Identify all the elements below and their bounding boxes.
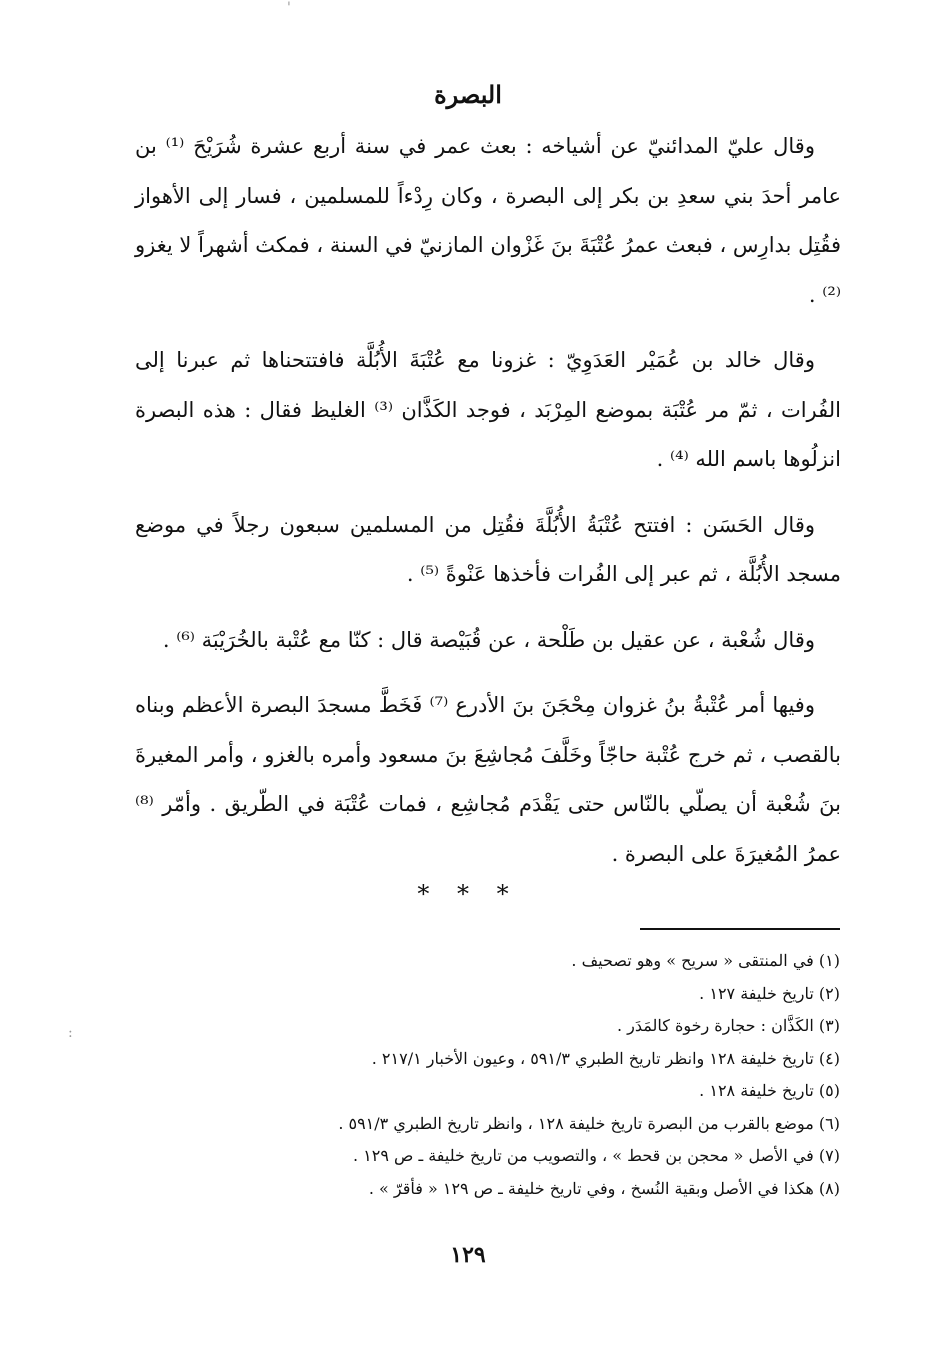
paragraph-3: وقال الحَسَن : افتتح عُتْبَةُ الأُبُلَّةَ فقُتِل من المسلمين سبعون رجلاً في موضع مسجد الأُبُلَّة ، ثم عبر إلى الفُرات فأخذها عَنْوةً ⁽⁵⁾ . xyxy=(135,512,841,586)
footnotes xyxy=(240,945,840,1205)
paragraph-5: وفيها أمر عُتْبةُ بنُ غزوان مِحْجَنَ بنَ الأدرع ⁽⁷⁾ فَخَطَّ مسجدَ البصرة الأعظم وبناه بالقصب ، ثم خرج عُتْبة حاجّاً وخَلَّفَ مُجاشِعَ بنَ مسعود وأمره بالغزو ، وأمر المغيرةَ بنَ شُعْبة أن يصلّي بالنّاس حتى يَقْدَم مُجاشِع ، فمات عُتْبَة في الطّريق . وأمّر ⁽⁸⁾ عمرُ المُغيرَةَ على البصرة . xyxy=(135,693,841,866)
running-header: البصرة xyxy=(434,80,502,109)
footnote-4: (٤) تاريخ خليفة ١٢٨ وانظر تاريخ الطبري ٥٩١/٣ ، وعيون الأخبار ٢١٧/١ . xyxy=(371,1048,840,1068)
footnote-8: (٨) هكذا في الأصل وبقية النُسخ ، وفي تاريخ خليفة ـ ص ١٢٩ « فأقرّ » . xyxy=(368,1178,840,1198)
footnote-2: (٢) تاريخ خليفة ١٢٧ . xyxy=(699,983,840,1003)
scan-speck: : xyxy=(68,1025,73,1041)
page-number: ١٢٩ xyxy=(450,1242,486,1268)
section-separator: * * * xyxy=(417,880,519,908)
main-text xyxy=(135,122,841,895)
footnote-5: (٥) تاريخ خليفة ١٢٨ . xyxy=(699,1081,840,1100)
footnote-3: (٣) الكَذَّان : حجارة رخوة كالمَدَر . xyxy=(616,1016,840,1035)
paragraph-4: وقال شُعْبة ، عن عقيل بن طَلْحة ، عن قُبَيْصة قال : كنّا مع عُتْبة بالخُرَيْبَة ⁽⁶⁾ . xyxy=(162,627,815,652)
footnote-1: (١) في المنتقى « سريح » وهو تصحيف . xyxy=(571,951,840,970)
paragraph-1: وقال عليّ المدائنيّ عن أشياخه : بعث عمر في سنة أربع عشرة شُرَيْحَ ⁽¹⁾ بن عامر أحدَ بني سعدِ بن بكر إلى البصرة ، وكان رِدْءاً للمسلمين ، فسار إلى الأهواز فقُتِل بدارِس ، فبعث عمرُ عُتْبَةَ بنَ غَزْوان المازنيّ في السنة ، فمكث أشهراً لا يغزو ⁽²⁾ . xyxy=(135,134,841,307)
paragraph-2: وقال خالد بن عُمَيْر العَدَوِيّ : غزونا مع عُتْبَةَ الأُبُلَّة فافتتحناها ثم عبرنا إلى الفُرات ، ثمّ مر عُتْبَة بموضع المِرْبَد ، فوجد الكَذَّان ⁽³⁾ الغليظ فقال : هذه البصرة انزلُوها باسم الله ⁽⁴⁾ . xyxy=(135,348,842,471)
scan-speck: ' xyxy=(287,0,291,16)
footnote-7: (٧) في الأصل « محجن بن قحط » ، والتصويب من تاريخ خليفة ـ ص ١٢٩ . xyxy=(352,1146,840,1165)
footnote-rule xyxy=(640,928,840,930)
footnote-6: (٦) موضع بالقرب من البصرة تاريخ خليفة ١٢٨ ، وانظر تاريخ الطبري ٥٩١/٣ . xyxy=(338,1113,840,1133)
